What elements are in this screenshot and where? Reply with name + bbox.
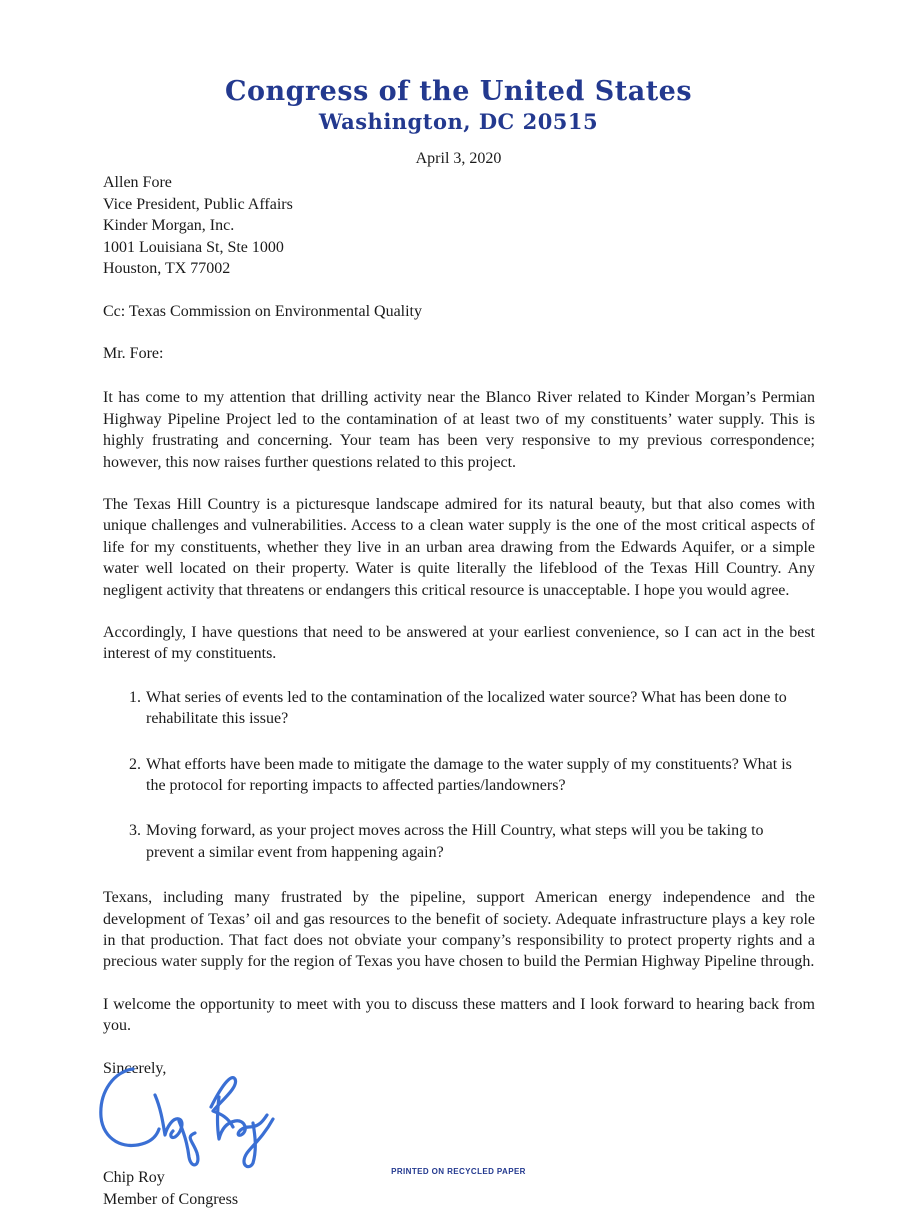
letter-date: April 3, 2020	[415, 150, 502, 167]
question-number: 2.	[129, 755, 141, 773]
question-item	[103, 820, 815, 863]
letterhead-title: Congress of the United States	[224, 76, 693, 107]
signer-title: Member of Congress	[103, 1190, 239, 1208]
recipient-city: Houston, TX 77002	[103, 260, 231, 277]
letter-body	[103, 172, 815, 1210]
signer-name: Chip Roy	[103, 1169, 165, 1187]
closing: Sincerely,	[103, 1059, 167, 1077]
question-number: 1.	[129, 688, 141, 706]
paragraph-4: Texans, including many frustrated by the pipeline, support American energy independence and the development of Texas’ oil and gas resources to the benefit of society. Adequate infrastructure plays a key role in that production. That fact does not obviate your company’s responsibility to protect property rights and a precious water supply for the region of Texas you have chosen to build the Permian Highway Pipeline through.	[103, 889, 815, 971]
salutation: Mr. Fore:	[103, 344, 164, 362]
recipient-title: Vice President, Public Affairs	[103, 195, 293, 213]
question-item	[103, 754, 815, 797]
question-text: What efforts have been made to mitigate the damage to the water supply of my constituents? What is the protocol for reporting impacts to affected parties/landowners?	[146, 755, 792, 794]
letterhead-subtitle: Washington, DC 20515	[318, 109, 599, 134]
paragraph-3: Accordingly, I have questions that need to be answered at your earliest convenience, so I can act in the best interest of my constituents.	[103, 623, 815, 663]
paragraph-1: It has come to my attention that drilling activity near the Blanco River related to Kinder Morgan’s Permian Highway Pipeline Project led to the contamination of at least two of my constituents’ water supply. This is highly frustrating and concerning. Your team has been very responsive to my previous correspondence; however, this now raises further questions related to this project.	[103, 389, 815, 471]
questions-list	[103, 687, 815, 863]
recipient-name: Allen Fore	[103, 174, 172, 191]
recipient-street: 1001 Louisiana St, Ste 1000	[103, 238, 284, 256]
question-text: What series of events led to the contamination of the localized water source? What has been done to rehabilitate this issue?	[146, 688, 787, 728]
paragraph-2: The Texas Hill Country is a picturesque landscape admired for its natural beauty, but that also comes with unique challenges and vulnerabilities. Access to a clean water supply is the one of the most critical aspects of life for my constituents, whether they live in an urban area drawing from the Edwards Aquifer, or a simple water well located on their property. Water is quite literally the lifeblood of the Texas Hill Country. Any negligent activity that threatens or endangers this critical resource is unacceptable. I hope you would agree.	[103, 495, 815, 599]
recipient-address	[103, 172, 815, 280]
signature-area	[103, 1079, 815, 1167]
footer-recycled-note: PRINTED ON RECYCLED PAPER	[391, 1167, 526, 1176]
paragraph-5: I welcome the opportunity to meet with you to discuss these matters and I look forward to hearing back from you.	[103, 995, 815, 1035]
signature-image	[93, 1057, 293, 1172]
cc-line: Cc: Texas Commission on Environmental Quality	[103, 302, 422, 320]
recipient-company: Kinder Morgan, Inc.	[103, 217, 235, 234]
question-item	[103, 687, 815, 730]
letterhead	[0, 76, 917, 136]
question-number: 3.	[129, 822, 141, 840]
question-text: Moving forward, as your project moves across the Hill Country, what steps will you be taking to prevent a similar event from happening again?	[146, 822, 764, 861]
